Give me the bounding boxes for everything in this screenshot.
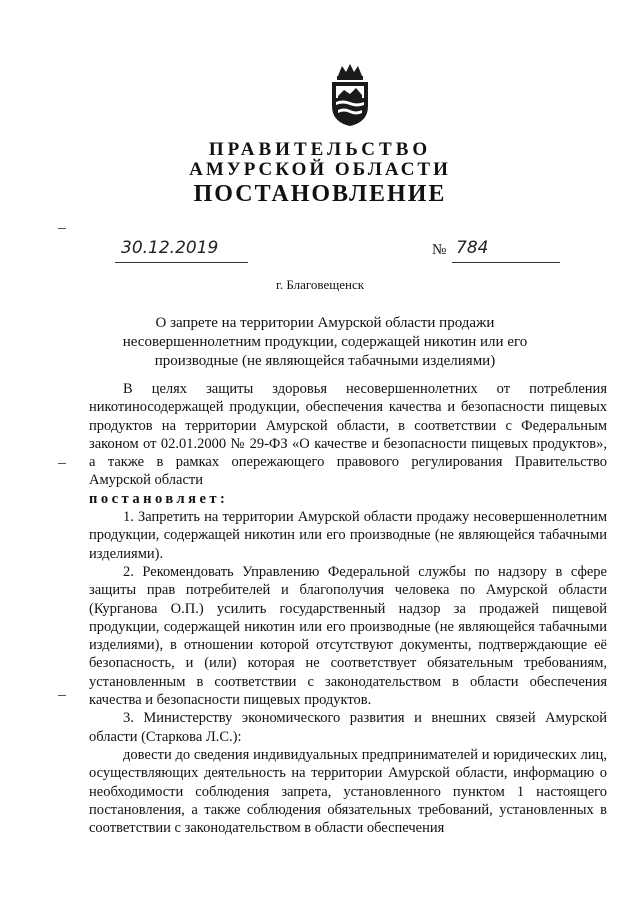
clause-3: 3. Министерству экономического развития и внешних связей Амурской области (Старкова Л.С.): <box>89 710 607 745</box>
city-line: г. Благовещенск <box>275 277 365 292</box>
coat-of-arms-icon <box>326 62 374 128</box>
margin-mark <box>58 463 66 464</box>
resolves-keyword: постановляет: <box>89 490 229 507</box>
clause-3-subitem: довести до сведения индивидуальных предпринимателей и юридических лиц, осуществляющих деятельность на территории Амурской области, информацию о необходимости соблюдения запрета, установленного пунктом 1 настоящего постановления, а также соблюдения обязательных требований, установленных в соответствии с законодательством в области обеспечения <box>89 746 607 837</box>
handwritten-number: 784 <box>456 238 489 258</box>
number-label: № <box>432 242 447 258</box>
date-field <box>115 238 248 263</box>
document-body <box>89 380 607 837</box>
clause-2: 2. Рекомендовать Управлению Федеральной службы по надзору в сфере защиты прав потребителей и благополучия человека по Амурской области (Курганова О.П.) усилить государственный надзор за продажей пищевой продукции, содержащей никотин или его производные (не являющейся табачными изделиями), в отношении которой отсутствуют документы, подтверждающие её безопасность, и (или) которая не соответствует обязательным требованиям, установленным в соответствии с законодательством в области обеспечения качества и безопасности пищевых продуктов. <box>89 563 607 709</box>
document-type-heading: ПОСТАНОВЛЕНИЕ <box>193 181 447 207</box>
clause-1: 1. Запретить на территории Амурской области продажу несовершеннолетним продукции, содержащей никотин или его производные (не являющейся табачными изделиями). <box>89 509 607 562</box>
handwritten-date: 30.12.2019 <box>121 238 219 258</box>
government-heading: ПРАВИТЕЛЬСТВО <box>208 139 432 160</box>
margin-mark <box>58 228 66 229</box>
region-heading: АМУРСКОЙ ОБЛАСТИ <box>189 159 451 180</box>
preamble-paragraph: В целях защиты здоровья несовершеннолетних от потребления никотиносодержащей продукции, обеспечения качества и безопасности пищевых продуктов на территории Амурской области, в соответствии с Федеральным законом от 02.01.2000 № 29-ФЗ «О качестве и безопасности пищевых продуктов», а также в рамках опережающего правового регулирования Правительство Амурской области <box>89 381 607 489</box>
margin-mark <box>58 695 66 696</box>
document-title: О запрете на территории Амурской области продажи несовершеннолетним продукции, содержащей никотин или его производные (не являющейся табачными изделиями) <box>122 315 528 369</box>
number-field <box>452 238 560 263</box>
